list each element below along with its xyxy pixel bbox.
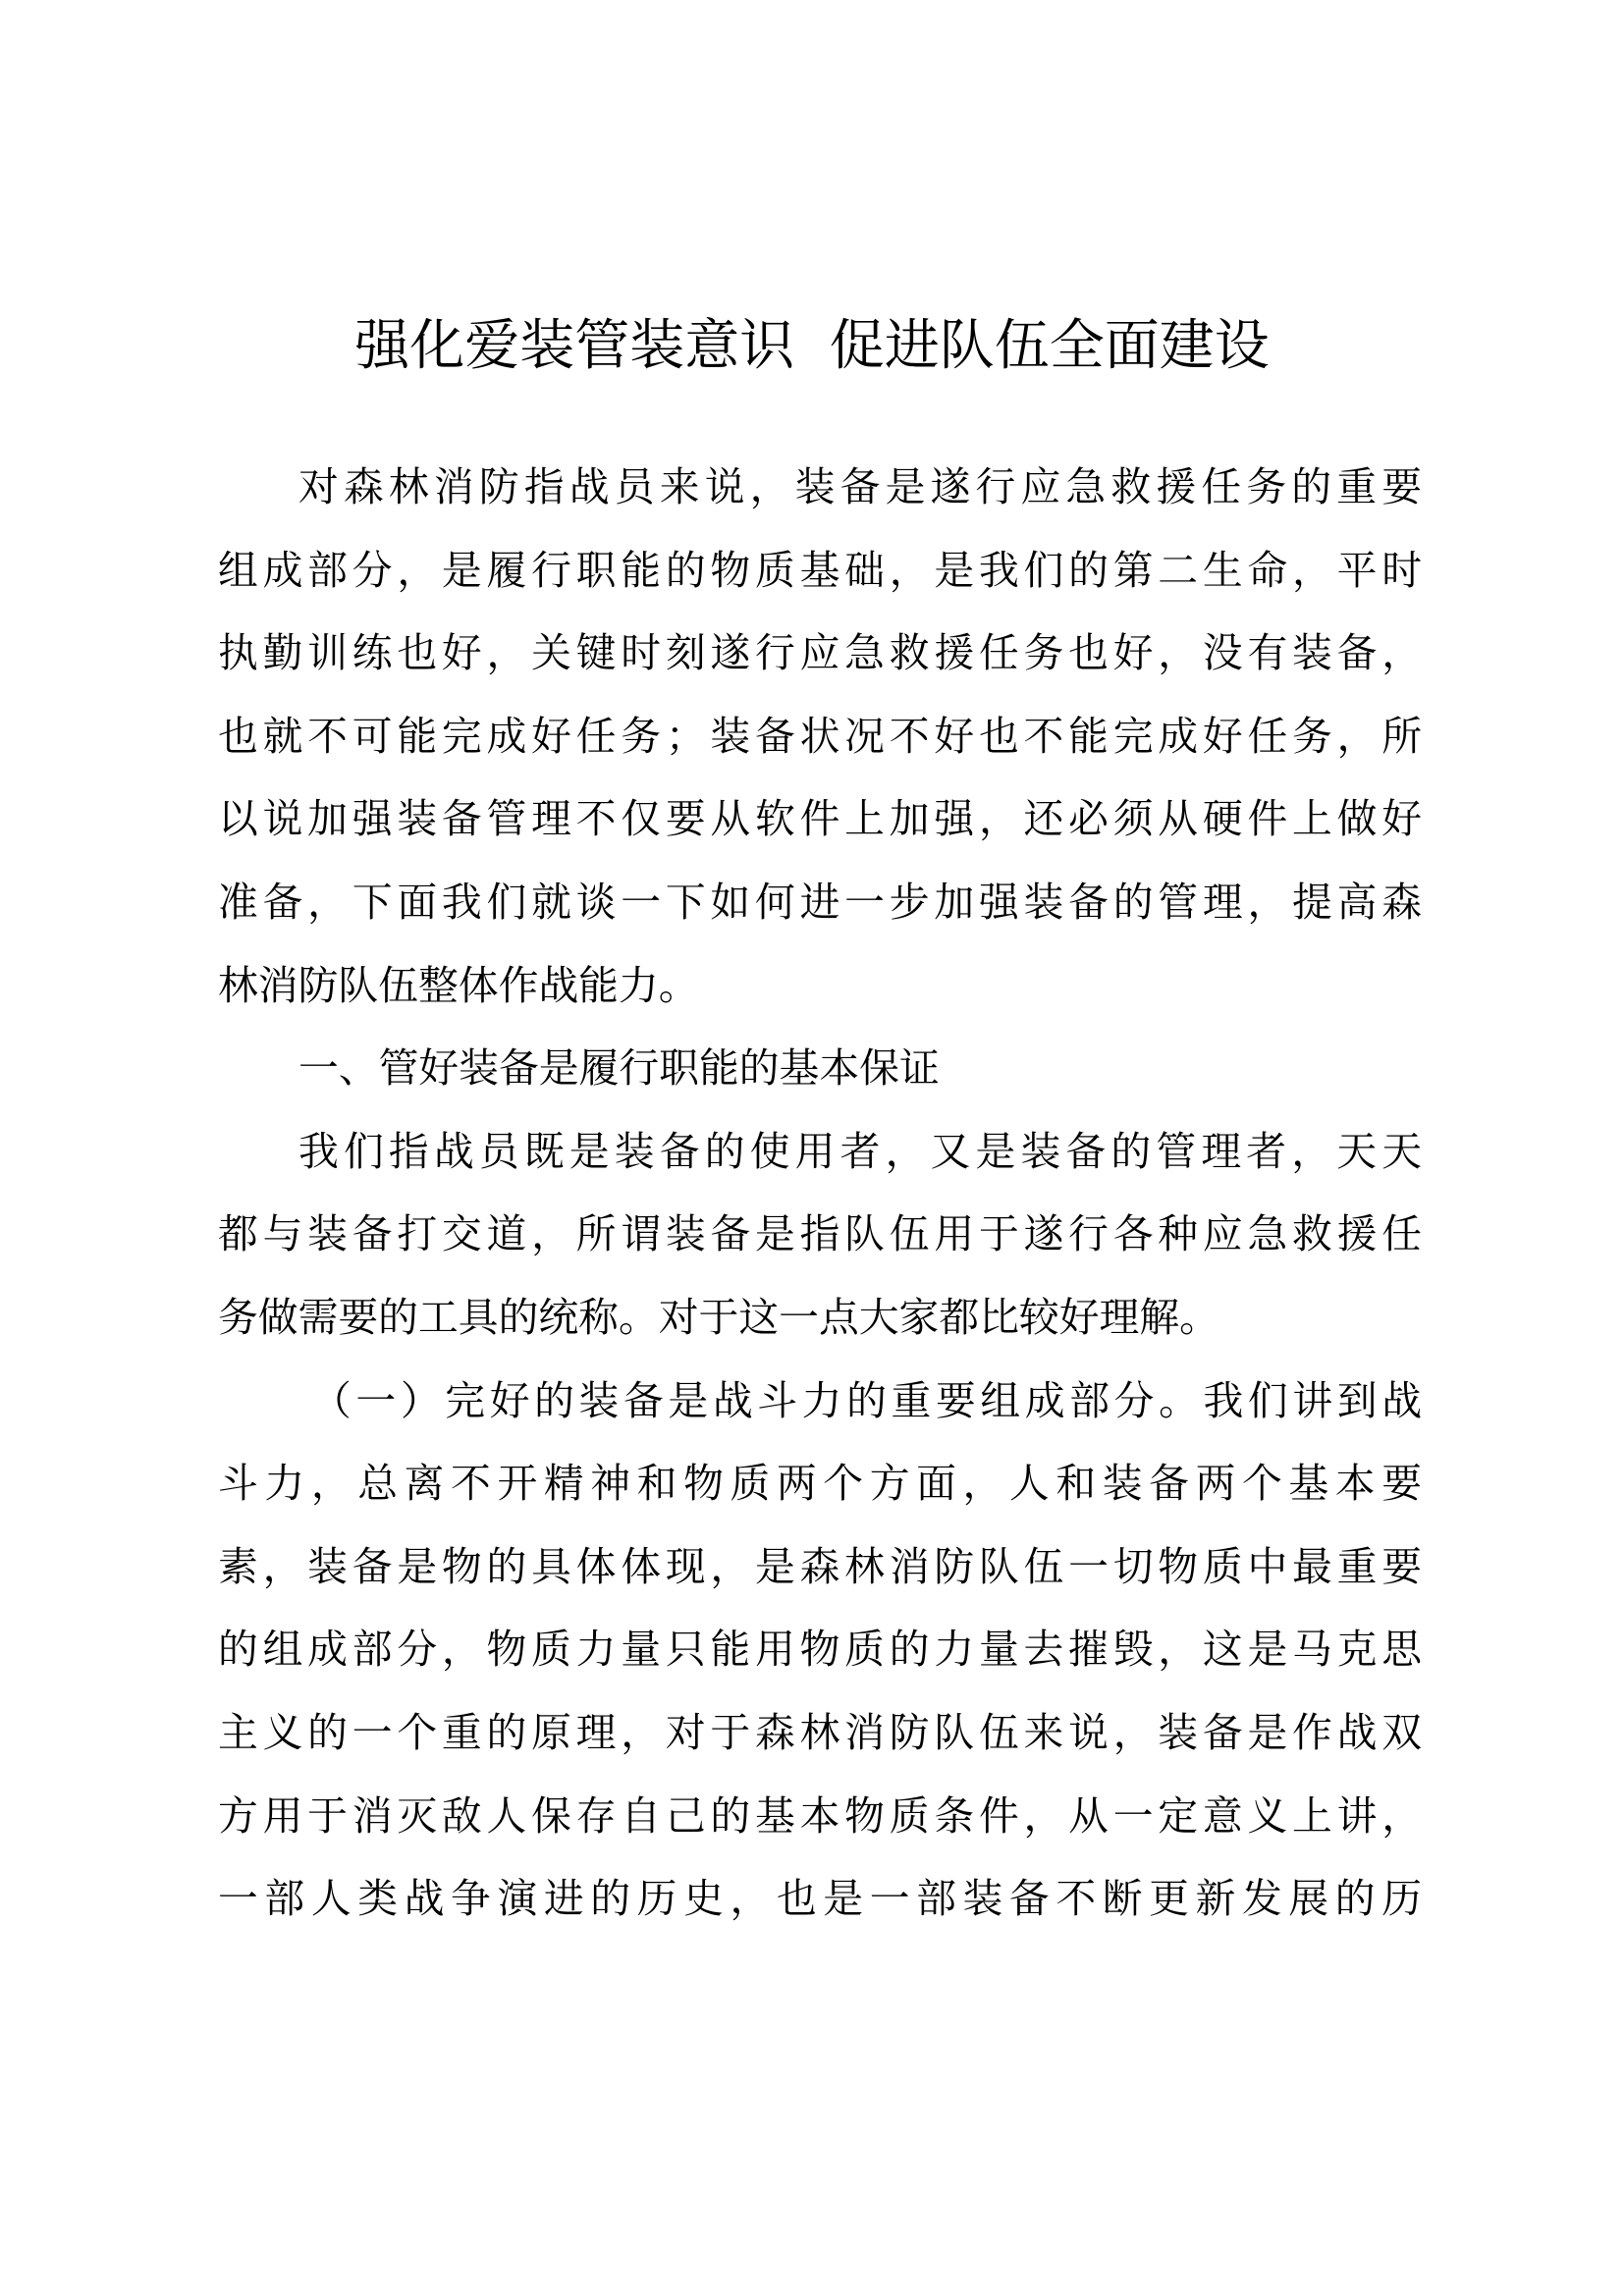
paragraph-intro	[218, 457, 1422, 1039]
text-line: 林消防队伍整体作战能力。	[218, 961, 699, 1009]
section-heading	[218, 1039, 1422, 1122]
text-line: 也就不可能完成好任务；装备状况不好也不能完成好任务，所	[218, 712, 1422, 760]
text-line: 的组成部分，物质力量只能用物质的力量去摧毁，这是马克思	[218, 1626, 1422, 1674]
text-line: 以说加强装备管理不仅要从软件上加强，还必须从硬件上做好	[218, 795, 1422, 843]
section-heading-text: 一、管好装备是履行职能的基本保证	[298, 1044, 940, 1093]
text-line: 对森林消防指战员来说，装备是遂行应急救援任务的重要	[298, 463, 1422, 510]
text-line: 执勤训练也好，关键时刻遂行应急救援任务也好，没有装备，	[218, 629, 1422, 677]
document-body	[218, 457, 1422, 1952]
text-line: 我们指战员既是装备的使用者，又是装备的管理者，天天	[298, 1127, 1422, 1175]
text-line: （一）完好的装备是战斗力的重要组成部分。我们讲到战	[311, 1376, 1422, 1424]
paragraph-definition	[218, 1122, 1422, 1371]
text-line: 方用于消灭敌人保存自己的基本物质条件，从一定意义上讲，	[218, 1791, 1422, 1840]
text-line: 准备，下面我们就谈一下如何进一步加强装备的管理，提高森	[218, 878, 1422, 926]
text-line: 一部人类战争演进的历史，也是一部装备不断更新发展的历	[218, 1875, 1422, 1923]
document-title: 强化爱装管装意识 促进队伍全面建设	[354, 314, 1270, 378]
text-line: 主义的一个重的原理，对于森林消防队伍来说，装备是作战双	[218, 1708, 1422, 1756]
paragraph-subsection-1	[218, 1371, 1422, 1952]
text-line: 都与装备打交道，所谓装备是指队伍用于遂行各种应急救援任	[218, 1210, 1422, 1258]
text-line: 组成部分，是履行职能的物质基础，是我们的第二生命，平时	[218, 546, 1422, 594]
text-line: 素，装备是物的具体体现，是森林消防队伍一切物质中最重要	[218, 1542, 1422, 1590]
text-line: 斗力，总离不开精神和物质两个方面，人和装备两个基本要	[218, 1460, 1422, 1508]
text-line: 务做需要的工具的统称。对于这一点大家都比较好理解。	[218, 1293, 1219, 1341]
